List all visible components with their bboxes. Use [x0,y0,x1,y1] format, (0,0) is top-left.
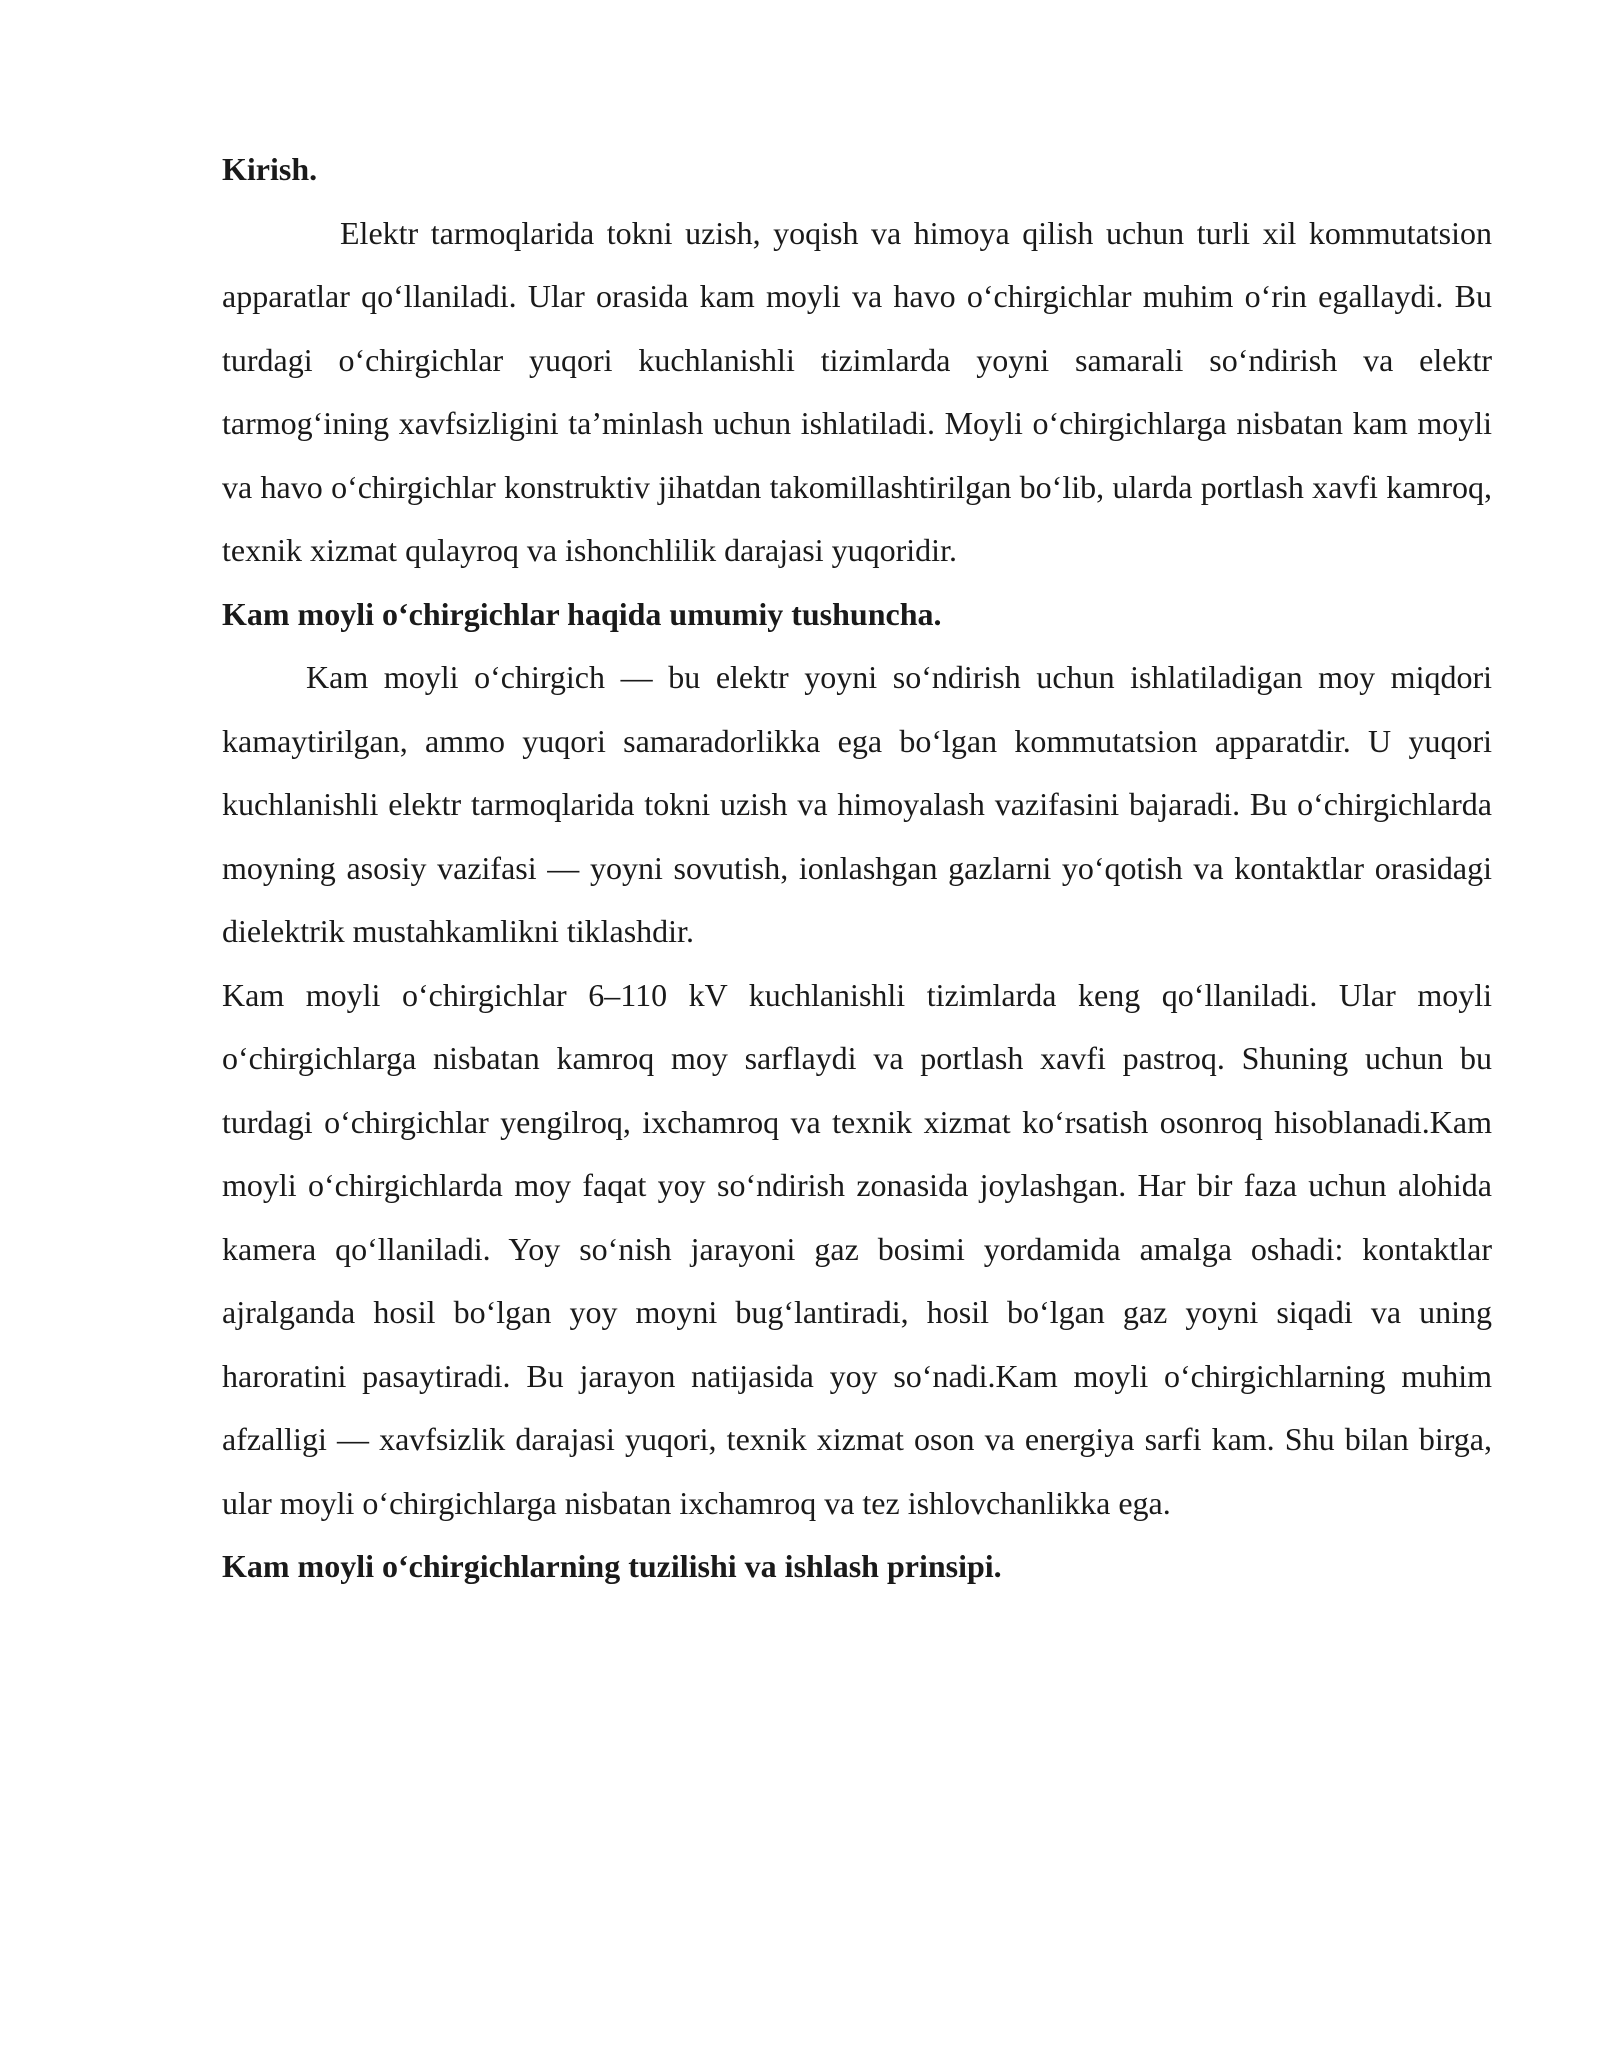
section-heading-introduction: Kirish. [222,151,318,187]
section-heading-general-concept: Kam moyli o‘chirgichlar haqida umumiy tushuncha. [222,595,942,632]
general-concept-paragraph: Kam moyli o‘chirgich — bu elektr yoyni so‘ndirish uchun ishlatiladigan moy miqdori kamaytirilgan, ammo yuqori samaradorlikka ega bo‘lgan kommutatsion apparatdir. U yuqori kuchlanishli elektr tarmoqlarida tokni uzish va himoyalash vazifasini bajaradi. Bu o‘chirgichlarda moyning asosiy vazifasi — yoyni sovutish, ionlashgan gazlarni yo‘qotish va kontaktlar orasidagi dielektrik mustahkamlikni tiklashdir. [222,659,1492,949]
introduction-paragraph: Elektr tarmoqlarida tokni uzish, yoqish va himoya qilish uchun turli xil kommutatsion apparatlar qo‘llaniladi. Ular orasida kam moyli va havo o‘chirgichlar muhim o‘rin egallaydi. Bu turdagi o‘chirgichlar yuqori kuchlanishli tizimlarda yoyni samarali so‘ndirish va elektr tarmog‘ining xavfsizligini ta’minlash uchun ishlatiladi. Moyli o‘chirgichlarga nisbatan kam moyli va havo o‘chirgichlar konstruktiv jihatdan takomillashtirilgan bo‘lib, ularda portlash xavfi kamroq, texnik xizmat qulayroq va ishonchlilik darajasi yuqoridir. [222,214,1492,568]
application-paragraph: Kam moyli o‘chirgichlar 6–110 kV kuchlanishli tizimlarda keng qo‘llaniladi. Ular moyli o‘chirgichlarga nisbatan kamroq moy sarflaydi va portlash xavfi pastroq. Shuning uchun bu turdagi o‘chirgichlar yengilroq, ixchamroq va texnik xizmat ko‘rsatish osonroq hisoblanadi.Kam moyli o‘chirgichlarda moy faqat yoy so‘ndirish zonasida joylashgan. Har bir faza uchun alohida kamera qo‘llaniladi. Yoy so‘nish jarayoni gaz bosimi yordamida amalga oshadi: kontaktlar ajralganda hosil bo‘lgan yoy moyni bug‘lantiradi, hosil bo‘lgan gaz yoyni siqadi va uning haroratini pasaytiradi. Bu jarayon natijasida yoy so‘nadi.Kam moyli o‘chirgichlarning muhim afzalligi — xavfsizlik darajasi yuqori, texnik xizmat oson va energiya sarfi kam. Shu bilan birga, ular moyli o‘chirgichlarga nisbatan ixchamroq va tez ishlovchanlikka ega. [222,976,1492,1521]
document-page [222,138,1492,1599]
section-heading-structure: Kam moyli o‘chirgichlarning tuzilishi va ishlash prinsipi. [222,1548,1002,1584]
